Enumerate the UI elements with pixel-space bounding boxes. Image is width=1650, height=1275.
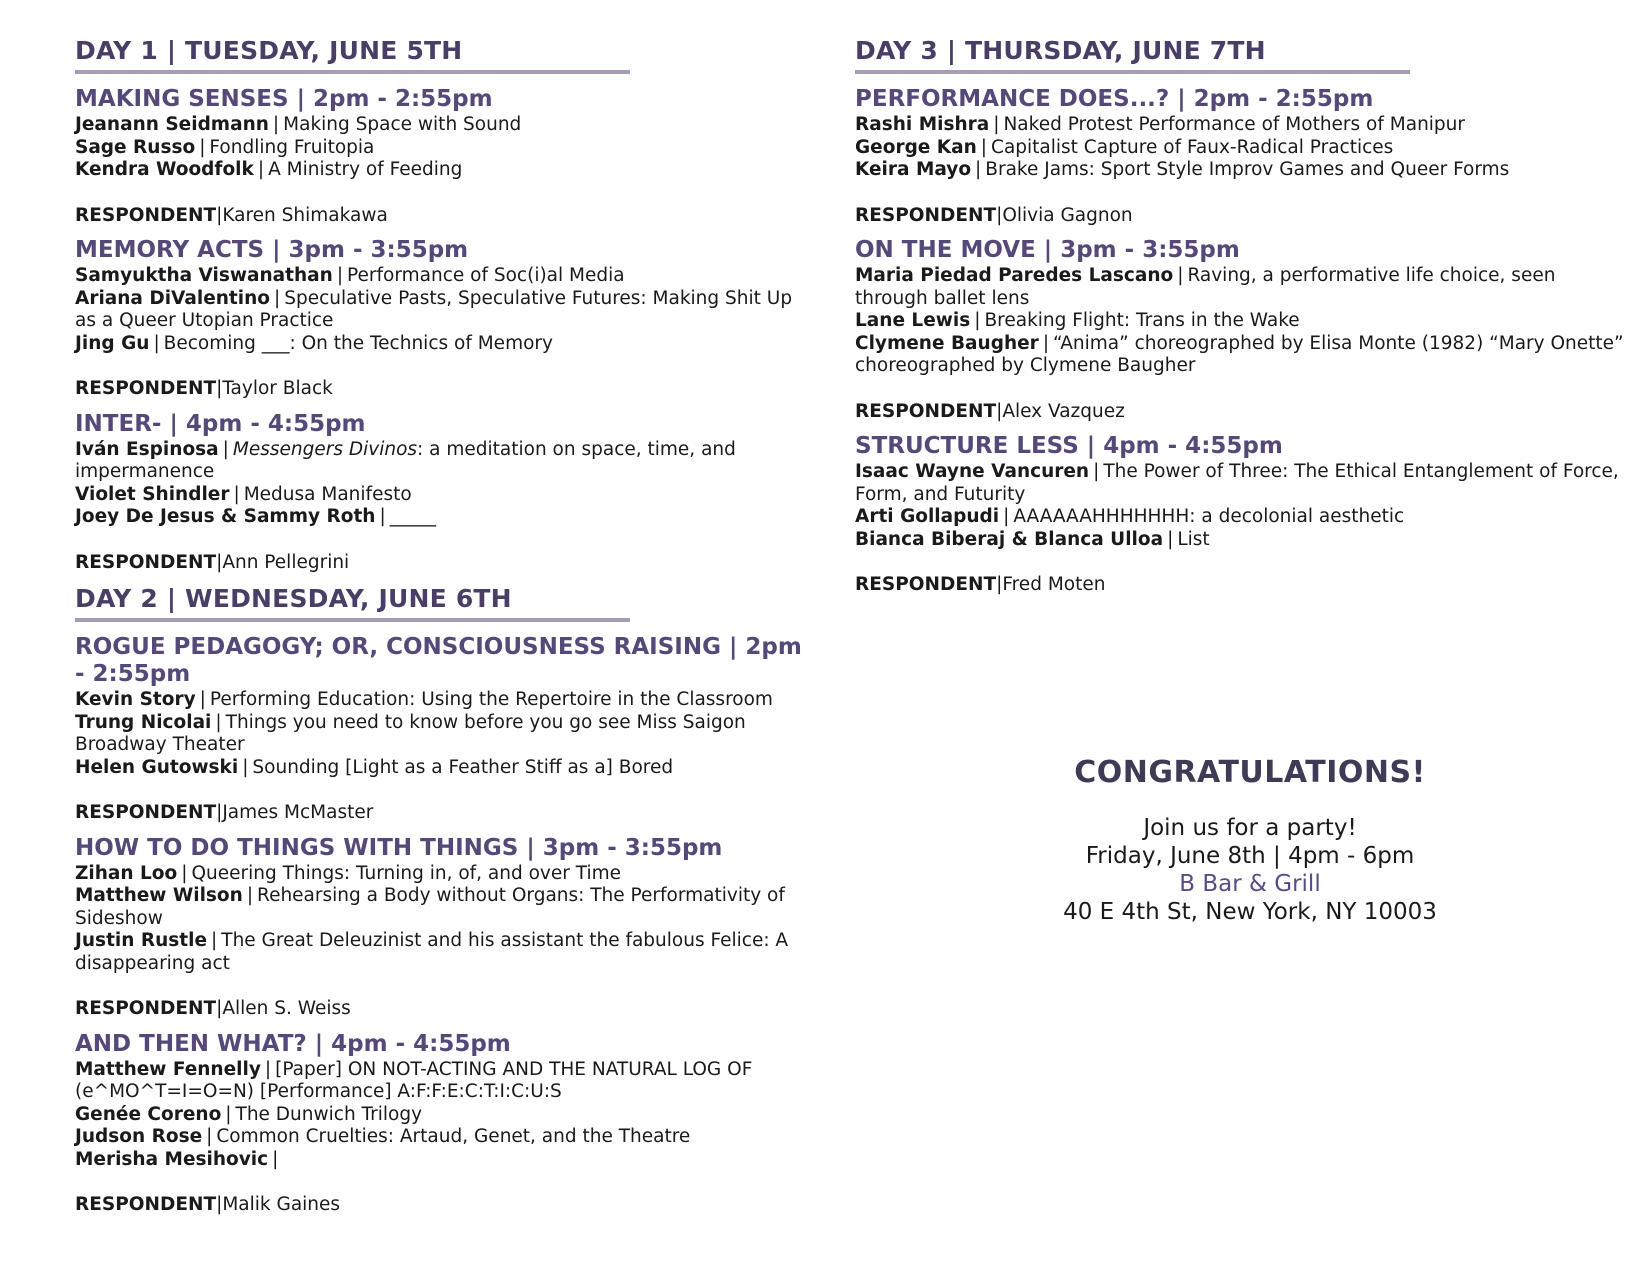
day-heading: DAY 1 | TUESDAY, JUNE 5TH <box>75 36 463 65</box>
respondent-name: Fred Moten <box>1002 574 1106 595</box>
respondent-label: RESPONDENT <box>855 400 997 422</box>
respondent-line <box>75 205 815 228</box>
respondent-label: RESPONDENT <box>75 378 217 399</box>
session-title: MAKING SENSES | 2pm - 2:55pm <box>75 86 493 112</box>
talk-entry <box>855 529 1625 552</box>
talk-entry <box>855 310 1625 333</box>
presenter-name: Maria Piedad Paredes Lascano <box>855 265 1174 286</box>
talk-entry <box>75 1104 815 1127</box>
talk-entry <box>75 439 815 484</box>
party-address: 40 E 4th St, New York, NY 10003 <box>1063 899 1437 925</box>
talk-title: Fondling Fruitopia <box>209 136 375 158</box>
talk-title: Breaking Flight: Trans in the Wake <box>984 310 1300 331</box>
separator: | <box>216 1194 223 1215</box>
presenter-name: Joey De Jesus & Sammy Roth <box>75 506 376 527</box>
session <box>855 86 1625 227</box>
session <box>75 835 815 1021</box>
presenter-name: Samyuktha Viswanathan <box>75 265 333 286</box>
session-title: ON THE MOVE | 3pm - 3:55pm <box>855 237 1240 263</box>
talk-entry <box>75 1149 815 1172</box>
talk-entry <box>75 712 815 757</box>
talk-entry <box>855 461 1625 506</box>
day-block <box>75 584 815 1217</box>
session <box>75 634 815 825</box>
talk-entry <box>855 333 1625 378</box>
talk-title: Performing Education: Using the Repertoire in the Classroom <box>209 689 773 710</box>
separator: | <box>996 400 1003 422</box>
respondent-label: RESPONDENT <box>75 802 217 823</box>
separator: | <box>225 1103 232 1125</box>
presenter-name: Kendra Woodfolk <box>75 159 254 180</box>
talk-title: A Ministry of Feeding <box>268 159 463 180</box>
separator: | <box>153 332 160 354</box>
session-title: INTER- | 4pm - 4:55pm <box>75 410 366 437</box>
presenter-name: Jeanann Seidmann <box>75 114 269 135</box>
session <box>75 411 815 575</box>
respondent-name: Taylor Black <box>222 378 333 399</box>
talk-entry <box>75 114 815 137</box>
session-title: STRUCTURE LESS | 4pm - 4:55pm <box>855 433 1283 459</box>
separator: | <box>181 862 188 884</box>
presenter-name: Arti Gollapudi <box>855 506 1000 527</box>
session <box>855 433 1625 597</box>
separator: | <box>264 1058 272 1080</box>
respondent-name: Allen S. Weiss <box>222 998 351 1019</box>
presenter-name: Iván Espinosa <box>75 438 219 460</box>
talk-title: [Paper] ON NOT-ACTING AND THE NATURAL LOG OF (e^MO^T=I=O=N) [Performance] A:F:F:E:C:T:I:C:U:S <box>75 1058 753 1102</box>
talk-entry <box>75 1059 815 1104</box>
session-title: MEMORY ACTS | 3pm - 3:55pm <box>75 237 469 263</box>
talk-entry <box>75 288 815 333</box>
separator: | <box>379 506 386 527</box>
day-heading: DAY 3 | THURSDAY, JUNE 7TH <box>855 36 1266 65</box>
talk-title: The Power of Three: The Ethical Entanglement of Force, Form, and Futurity <box>855 461 1619 505</box>
separator: | <box>1042 332 1050 354</box>
talk-entry <box>75 689 815 712</box>
session <box>75 1031 815 1217</box>
talk-entry <box>75 885 815 930</box>
presenter-name: Merisha Mesihovic <box>75 1148 269 1170</box>
talk-title: List <box>1177 528 1210 550</box>
respondent-name: Malik Gaines <box>222 1194 341 1215</box>
separator: | <box>975 159 982 180</box>
presenter-name: Lane Lewis <box>855 310 971 331</box>
talk-title: AAAAAAHHHHHHH: a decolonial aesthetic <box>1013 506 1405 527</box>
talk-entry <box>855 506 1625 529</box>
session-title: PERFORMANCE DOES...? | 2pm - 2:55pm <box>855 86 1374 112</box>
separator: | <box>996 574 1003 595</box>
presenter-name: Genée Coreno <box>75 1103 222 1125</box>
right-column <box>855 36 1625 607</box>
separator: | <box>216 378 223 399</box>
presenter-name: Zihan Loo <box>75 862 178 884</box>
presenter-name: Matthew Fennelly <box>75 1058 261 1080</box>
congratulations-panel <box>1010 755 1490 926</box>
separator: | <box>206 1126 213 1147</box>
talk-title: The Great Deleuzinist and his assistant the fabulous Felice: A disappearing act <box>75 930 789 974</box>
presenter-name: Rashi Mishra <box>855 114 990 135</box>
party-time: Friday, June 8th | 4pm - 6pm <box>1085 843 1415 869</box>
talk-entry <box>75 863 815 886</box>
day-block <box>855 36 1625 597</box>
talk-entry <box>75 757 815 780</box>
presenter-name: Isaac Wayne Vancuren <box>855 461 1090 482</box>
talk-title: The Dunwich Trilogy <box>235 1103 423 1125</box>
separator: | <box>211 930 218 951</box>
talk-title: : a meditation on space, time, and impermanence <box>75 438 736 482</box>
talk-entry <box>75 484 815 507</box>
presenter-name: Jing Gu <box>75 332 150 354</box>
respondent-line <box>75 802 815 825</box>
talk-entry <box>855 265 1625 310</box>
talk-entry <box>75 506 815 529</box>
separator: | <box>216 802 223 823</box>
presenter-name: Sage Russo <box>75 136 196 158</box>
separator: | <box>1167 528 1174 550</box>
day-divider <box>855 70 1410 74</box>
day-divider <box>75 70 630 74</box>
party-venue: B Bar & Grill <box>1179 871 1321 897</box>
respondent-name: James McMaster <box>222 802 374 823</box>
party-invite: Join us for a party! <box>1143 815 1357 841</box>
separator: | <box>199 689 206 710</box>
talk-title: Queering Things: Turning in, of, and over Time <box>191 862 622 884</box>
talk-title: Common Cruelties: Artaud, Genet, and the Theatre <box>216 1126 691 1147</box>
separator: | <box>1003 506 1010 527</box>
talk-title: Speculative Pasts, Speculative Futures: Making Shit Up as a Queer Utopian Practice <box>75 287 793 331</box>
day-block <box>75 36 815 574</box>
separator: | <box>272 1148 279 1170</box>
respondent-line <box>75 998 815 1021</box>
respondent-label: RESPONDENT <box>855 204 997 226</box>
separator: | <box>974 310 981 331</box>
respondent-line <box>75 552 815 575</box>
session <box>75 237 815 401</box>
separator: | <box>246 885 254 906</box>
separator: | <box>1177 265 1184 286</box>
respondent-name: Karen Shimakawa <box>222 204 388 226</box>
presenter-name: Kevin Story <box>75 689 196 710</box>
talk-entry <box>75 1126 815 1149</box>
respondent-name: Ann Pellegrini <box>222 551 350 573</box>
separator: | <box>996 204 1003 226</box>
session-title: ROGUE PEDAGOGY; OR, CONSCIOUSNESS RAISING | 2pm - 2:55pm <box>75 634 802 687</box>
presenter-name: Judson Rose <box>75 1126 203 1147</box>
separator: | <box>1093 461 1100 482</box>
separator: | <box>199 136 206 158</box>
separator: | <box>980 136 988 158</box>
talk-title: Naked Protest Performance of Mothers of Manipur <box>1003 114 1466 135</box>
respondent-label: RESPONDENT <box>75 551 217 573</box>
congratulations-title: CONGRATULATIONS! <box>1074 755 1426 790</box>
session-title: AND THEN WHAT? | 4pm - 4:55pm <box>75 1030 511 1057</box>
left-column <box>75 36 815 1227</box>
talk-entry <box>75 137 815 160</box>
respondent-name: Olivia Gagnon <box>1002 204 1133 226</box>
presenter-name: Clymene Baugher <box>855 332 1039 354</box>
talk-title: Performance of Soc(i)al Media <box>347 265 625 286</box>
talk-entry <box>855 159 1625 182</box>
respondent-line <box>855 574 1625 597</box>
talk-entry <box>855 137 1625 160</box>
separator: | <box>336 265 344 286</box>
respondent-label: RESPONDENT <box>75 204 217 226</box>
respondent-line <box>75 378 815 401</box>
day-heading: DAY 2 | WEDNESDAY, JUNE 6TH <box>75 584 512 613</box>
talk-title: Medusa Manifesto <box>243 483 412 505</box>
talk-title: Making Space with Sound <box>283 114 522 135</box>
respondent-line <box>855 401 1625 424</box>
presenter-name: Trung Nicolai <box>75 711 212 733</box>
respondent-line <box>75 1194 815 1217</box>
separator: | <box>272 114 280 135</box>
presenter-name: Ariana DiValentino <box>75 287 270 309</box>
talk-title: Becoming ___: On the Technics of Memory <box>163 332 553 354</box>
session-title: HOW TO DO THINGS WITH THINGS | 3pm - 3:55pm <box>75 834 723 861</box>
talk-title: Rehearsing a Body without Organs: The Performativity of Sideshow <box>75 885 785 929</box>
respondent-line <box>855 205 1625 228</box>
presenter-name: George Kan <box>855 136 977 158</box>
talk-entry <box>75 265 815 288</box>
day-divider <box>75 618 630 622</box>
talk-title: Brake Jams: Sport Style Improv Games and Queer Forms <box>985 159 1510 180</box>
session <box>75 86 815 227</box>
session <box>855 237 1625 423</box>
presenter-name: Matthew Wilson <box>75 885 243 906</box>
talk-title: Raving, a performative life choice, seen through ballet lens <box>855 265 1556 309</box>
respondent-label: RESPONDENT <box>75 998 217 1019</box>
presenter-name: Bianca Biberaj & Blanca Ulloa <box>855 528 1164 550</box>
presenter-name: Violet Shindler <box>75 483 230 505</box>
talk-entry <box>75 159 815 182</box>
separator: | <box>216 998 223 1019</box>
talk-title: “Anima” choreographed by Elisa Monte (1982) “Mary Onette” choreographed by Clymene Baugher <box>855 332 1624 376</box>
talk-title: Sounding [Light as a Feather Stiff as a] Bored <box>252 756 674 778</box>
presenter-name: Justin Rustle <box>75 930 208 951</box>
talk-title: Capitalist Capture of Faux-Radical Practices <box>991 136 1394 158</box>
separator: | <box>215 711 222 733</box>
separator: | <box>257 159 265 180</box>
talk-title-italic: Messengers Divinos <box>232 438 418 460</box>
respondent-name: Alex Vazquez <box>1002 400 1125 422</box>
talk-title: _____ <box>389 506 436 527</box>
respondent-label: RESPONDENT <box>855 574 997 595</box>
talk-entry <box>75 333 815 356</box>
talk-title: Things you need to know before you go see Miss Saigon Broadway Theater <box>75 711 746 755</box>
separator: | <box>273 287 281 309</box>
separator: | <box>216 204 223 226</box>
talk-entry <box>855 114 1625 137</box>
separator: | <box>233 483 240 505</box>
separator: | <box>993 114 1000 135</box>
talk-entry <box>75 930 815 975</box>
presenter-name: Keira Mayo <box>855 159 972 180</box>
respondent-label: RESPONDENT <box>75 1194 217 1215</box>
separator: | <box>242 756 249 778</box>
separator: | <box>216 551 223 573</box>
presenter-name: Helen Gutowski <box>75 756 239 778</box>
separator: | <box>222 438 229 460</box>
